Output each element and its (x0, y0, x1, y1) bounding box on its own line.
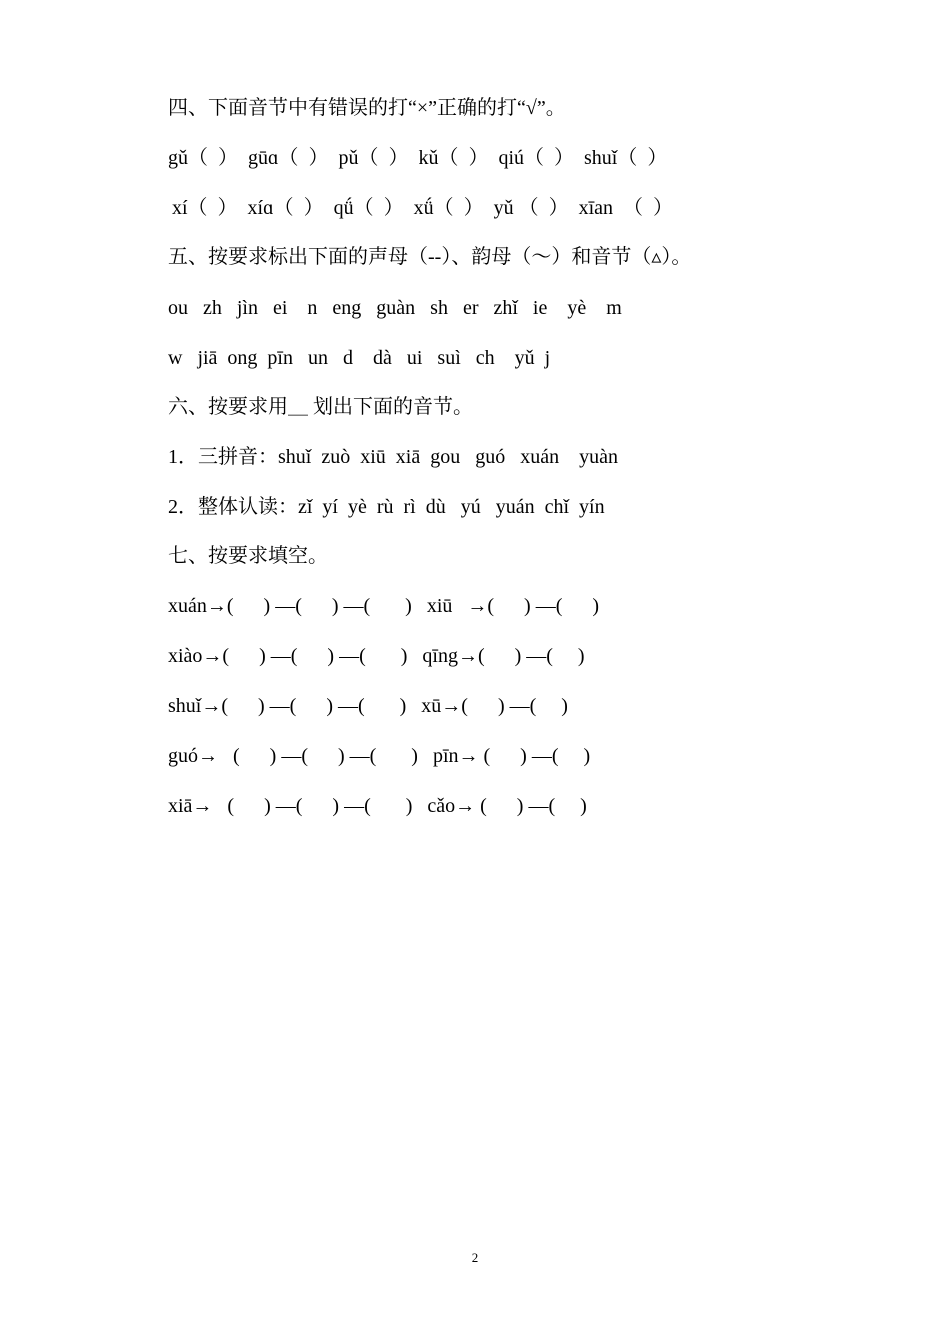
section-7-heading: 七、按要求填空。 (168, 545, 328, 567)
section-7-row-4: guó→ ( ) —( ) —( ) pīn→ ( ) —( ) (168, 745, 591, 767)
section-4-row-1: gǔ（ ） gūɑ（ ） pǔ（ ） kǔ（ ） qiú（ ） shuǐ（ ） (168, 147, 668, 169)
section-6-item-1: 1．三拼音：shuǐ zuò xiū xiā gou guó xuán yuàn (168, 446, 618, 468)
section-4-row-2: xí（ ） xíɑ（ ） qǘ（ ） xǘ（ ） yǔ （ ） xīan （ ） (172, 197, 674, 219)
section-5-row-1: ou zh jìn ei n eng guàn sh er zhǐ ie yè m (168, 297, 622, 319)
section-7-row-2: xiào→( ) —( ) —( ) qīng→( ) —( ) (168, 645, 585, 667)
section-5-row-2: w jiā ong pīn un d dà ui suì ch yǔ j (168, 347, 551, 369)
section-7-row-3: shuǐ→( ) —( ) —( ) xū→( ) —( ) (168, 695, 568, 717)
section-5-heading: 五、按要求标出下面的声母（--）、韵母（～）和音节（▵）。 (168, 246, 692, 268)
section-4-heading: 四、下面音节中有错误的打“×”正确的打“√”。 (168, 97, 566, 119)
section-6-heading: 六、按要求用＿ 划出下面的音节。 (168, 396, 473, 418)
section-7-row-1: xuán→( ) —( ) —( ) xiū →( ) —( ) (168, 595, 600, 617)
section-7-row-5: xiā→ ( ) —( ) —( ) cǎo→ ( ) —( ) (168, 795, 587, 817)
section-6-item-2: 2．整体认读：zǐ yí yè rù rì dù yú yuán chǐ yín (168, 496, 605, 518)
page-number: 2 (471, 1250, 479, 1265)
